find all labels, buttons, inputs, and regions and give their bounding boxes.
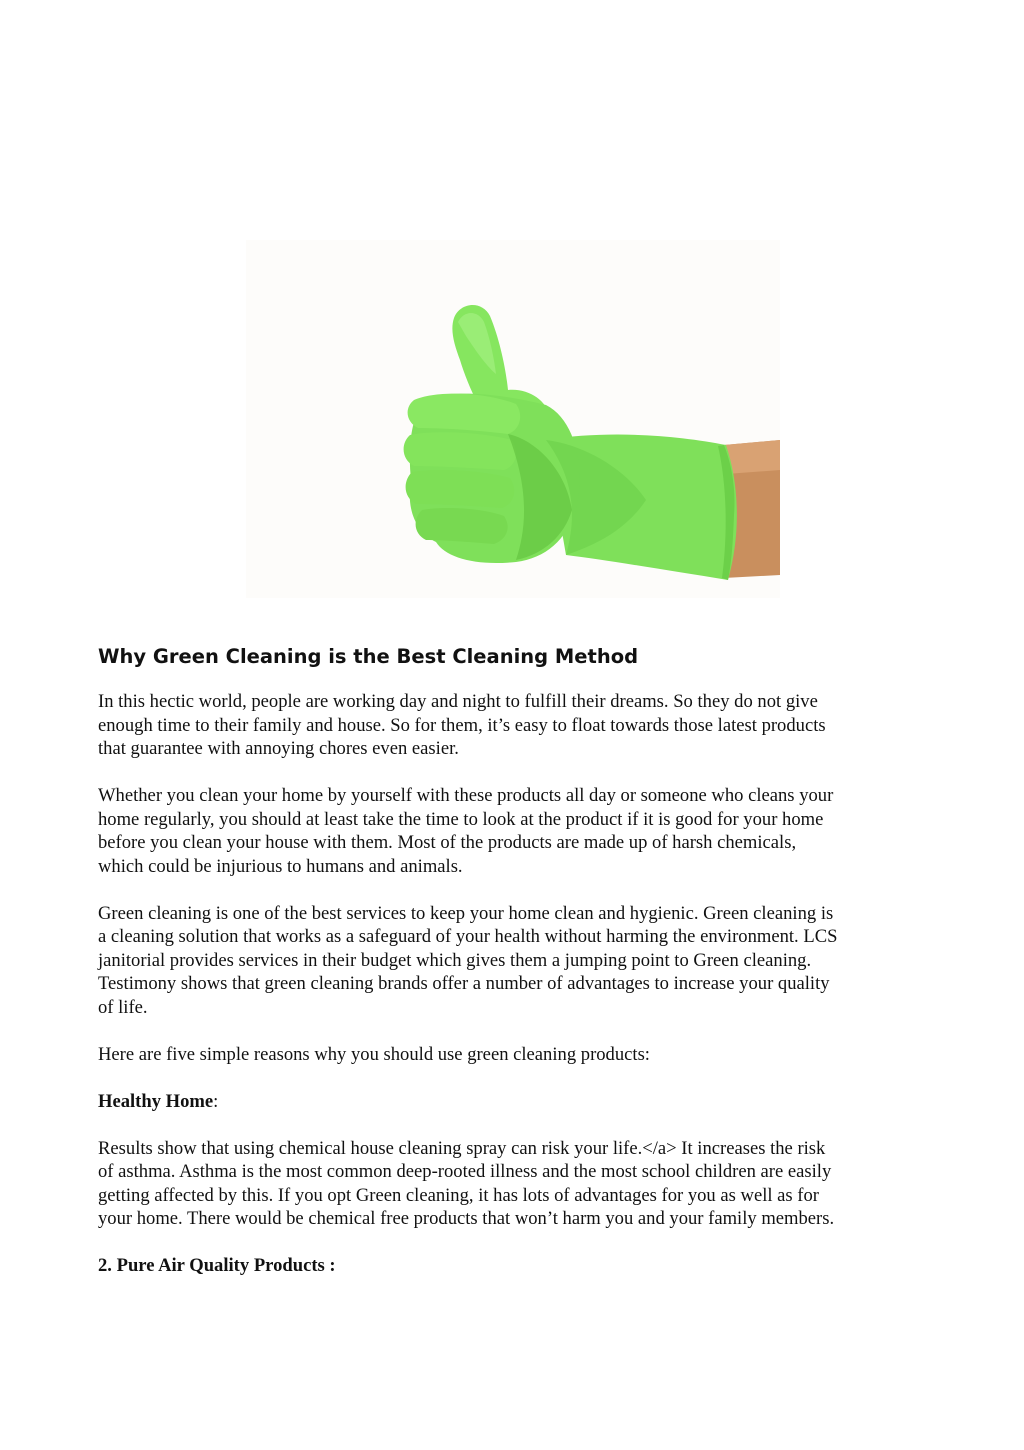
paragraph-intro [98,690,928,761]
section-heading-text: 2. Pure Air Quality Products : [98,1255,336,1276]
paragraph-line: Results show that using chemical house cleaning spray can risk your life.</a> It increases the risk [98,1137,826,1159]
paragraph-line: janitorial provides services in their budget which gives them a jumping point to Green cleaning. [98,949,812,971]
paragraph-line: Green cleaning is one of the best services to keep your home clean and hygienic. Green cleaning is [98,902,834,924]
paragraph-line: of life. [98,996,148,1018]
paragraph-line: home regularly, you should at least take the time to look at the product if it is good for your home [98,808,824,830]
paragraph-line: Testimony shows that green cleaning brands offer a number of advantages to increase your quality [98,973,830,994]
paragraph-healthy-home [98,1137,928,1231]
paragraph-line: enough time to their family and house. So for them, it’s easy to float towards those latest products [98,714,826,736]
paragraph-line: Here are five simple reasons why you should use green cleaning products: [98,1043,650,1065]
paragraph-line: Whether you clean your home by yourself with these products all day or someone who cleans your [98,785,834,806]
section-heading-pure-air [98,1254,928,1278]
paragraph-line: getting affected by this. If you opt Green cleaning, it has lots of advantages for you as well as for [98,1184,819,1206]
paragraph-line: a cleaning solution that works as a safeguard of your health without harming the environment. LCS [98,926,838,947]
article-image [246,240,780,598]
paragraph-line: which could be injurious to humans and animals. [98,855,463,877]
paragraph-line: of asthma. Asthma is the most common deep-rooted illness and the most school children are easily [98,1161,832,1182]
section-heading-suffix: : [213,1090,219,1112]
paragraph-reasons-intro [98,1043,928,1067]
paragraph-products [98,784,928,878]
paragraph-line: before you clean your house with them. Most of the products are made up of harsh chemicals, [98,832,797,853]
green-glove-thumbs-up-icon [246,240,780,598]
section-heading-healthy-home [98,1090,928,1114]
paragraph-line: that guarantee with annoying chores even easier. [98,738,459,759]
section-heading-text: Healthy Home [98,1090,214,1112]
article-body [98,644,928,1301]
paragraph-line: In this hectic world, people are working day and night to fulfill their dreams. So they do not give [98,691,818,712]
paragraph-line: your home. There would be chemical free products that won’t harm you and your family members. [98,1208,835,1229]
paragraph-green-cleaning [98,902,928,1020]
article-title: Why Green Cleaning is the Best Cleaning Method [98,645,639,668]
